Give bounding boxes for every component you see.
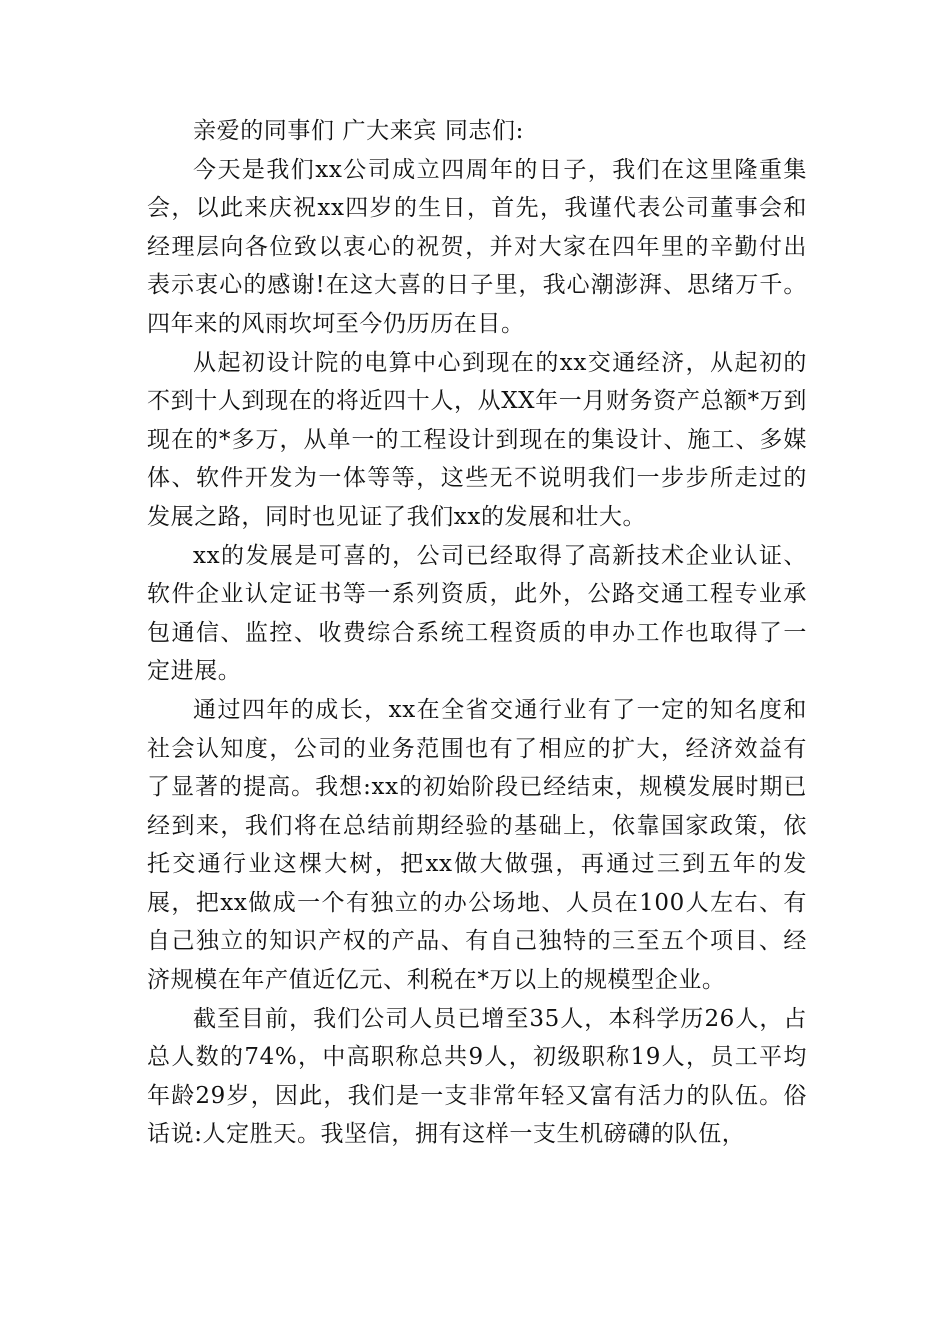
salutation-paragraph: 亲爱的同事们 广大来宾 同志们:: [193, 118, 524, 144]
body-paragraph: 通过四年的成长，xx在全省交通行业有了一定的知名度和社会认知度，公司的业务范围也有了相应的扩大，经济效益有了显著的提高。我想:xx的初始阶段已经结束，规模发展时期已经到来，我们将在总结前期经验的基础上，依靠国家政策，依托交通行业这棵大树，把xx做大做强，再通过三到五年的发展，把xx做成一个有独立的办公场地、人员在100人左右、有自己独立的知识产权的产品、有自己独特的三至五个项目、经济规模在年产值近亿元、利税在*万以上的规模型企业。: [147, 696, 807, 994]
body-paragraph: 从起初设计院的电算中心到现在的xx交通经济，从起初的不到十人到现在的将近四十人，从XX年一月财务资产总额*万到现在的*多万，从单一的工程设计到现在的集设计、施工、多媒体、软件开发为一体等等，这些无不说明我们一步步所走过的发展之路，同时也见证了我们xx的发展和壮大。: [147, 349, 807, 530]
document-page: [147, 112, 807, 1154]
body-paragraph: 截至目前，我们公司人员已增至35人，本科学历26人，占总人数的74%，中高职称总共9人，初级职称19人，员工平均年龄29岁，因此，我们是一支非常年轻又富有活力的队伍。俗话说:人定胜天。我坚信，拥有这样一支生机磅礴的队伍，: [147, 1005, 807, 1148]
body-paragraph: 今天是我们xx公司成立四周年的日子，我们在这里隆重集会，以此来庆祝xx四岁的生日，首先，我谨代表公司董事会和经理层向各位致以衷心的祝贺，并对大家在四年里的辛勤付出表示衷心的感谢!在这大喜的日子里，我心潮澎湃、思绪万千。四年来的风雨坎坷至今仍历历在目。: [147, 156, 807, 337]
body-paragraph: xx的发展是可喜的，公司已经取得了高新技术企业认证、软件企业认定证书等一系列资质，此外，公路交通工程专业承包通信、监控、收费综合系统工程资质的申办工作也取得了一定进展。: [147, 542, 807, 685]
